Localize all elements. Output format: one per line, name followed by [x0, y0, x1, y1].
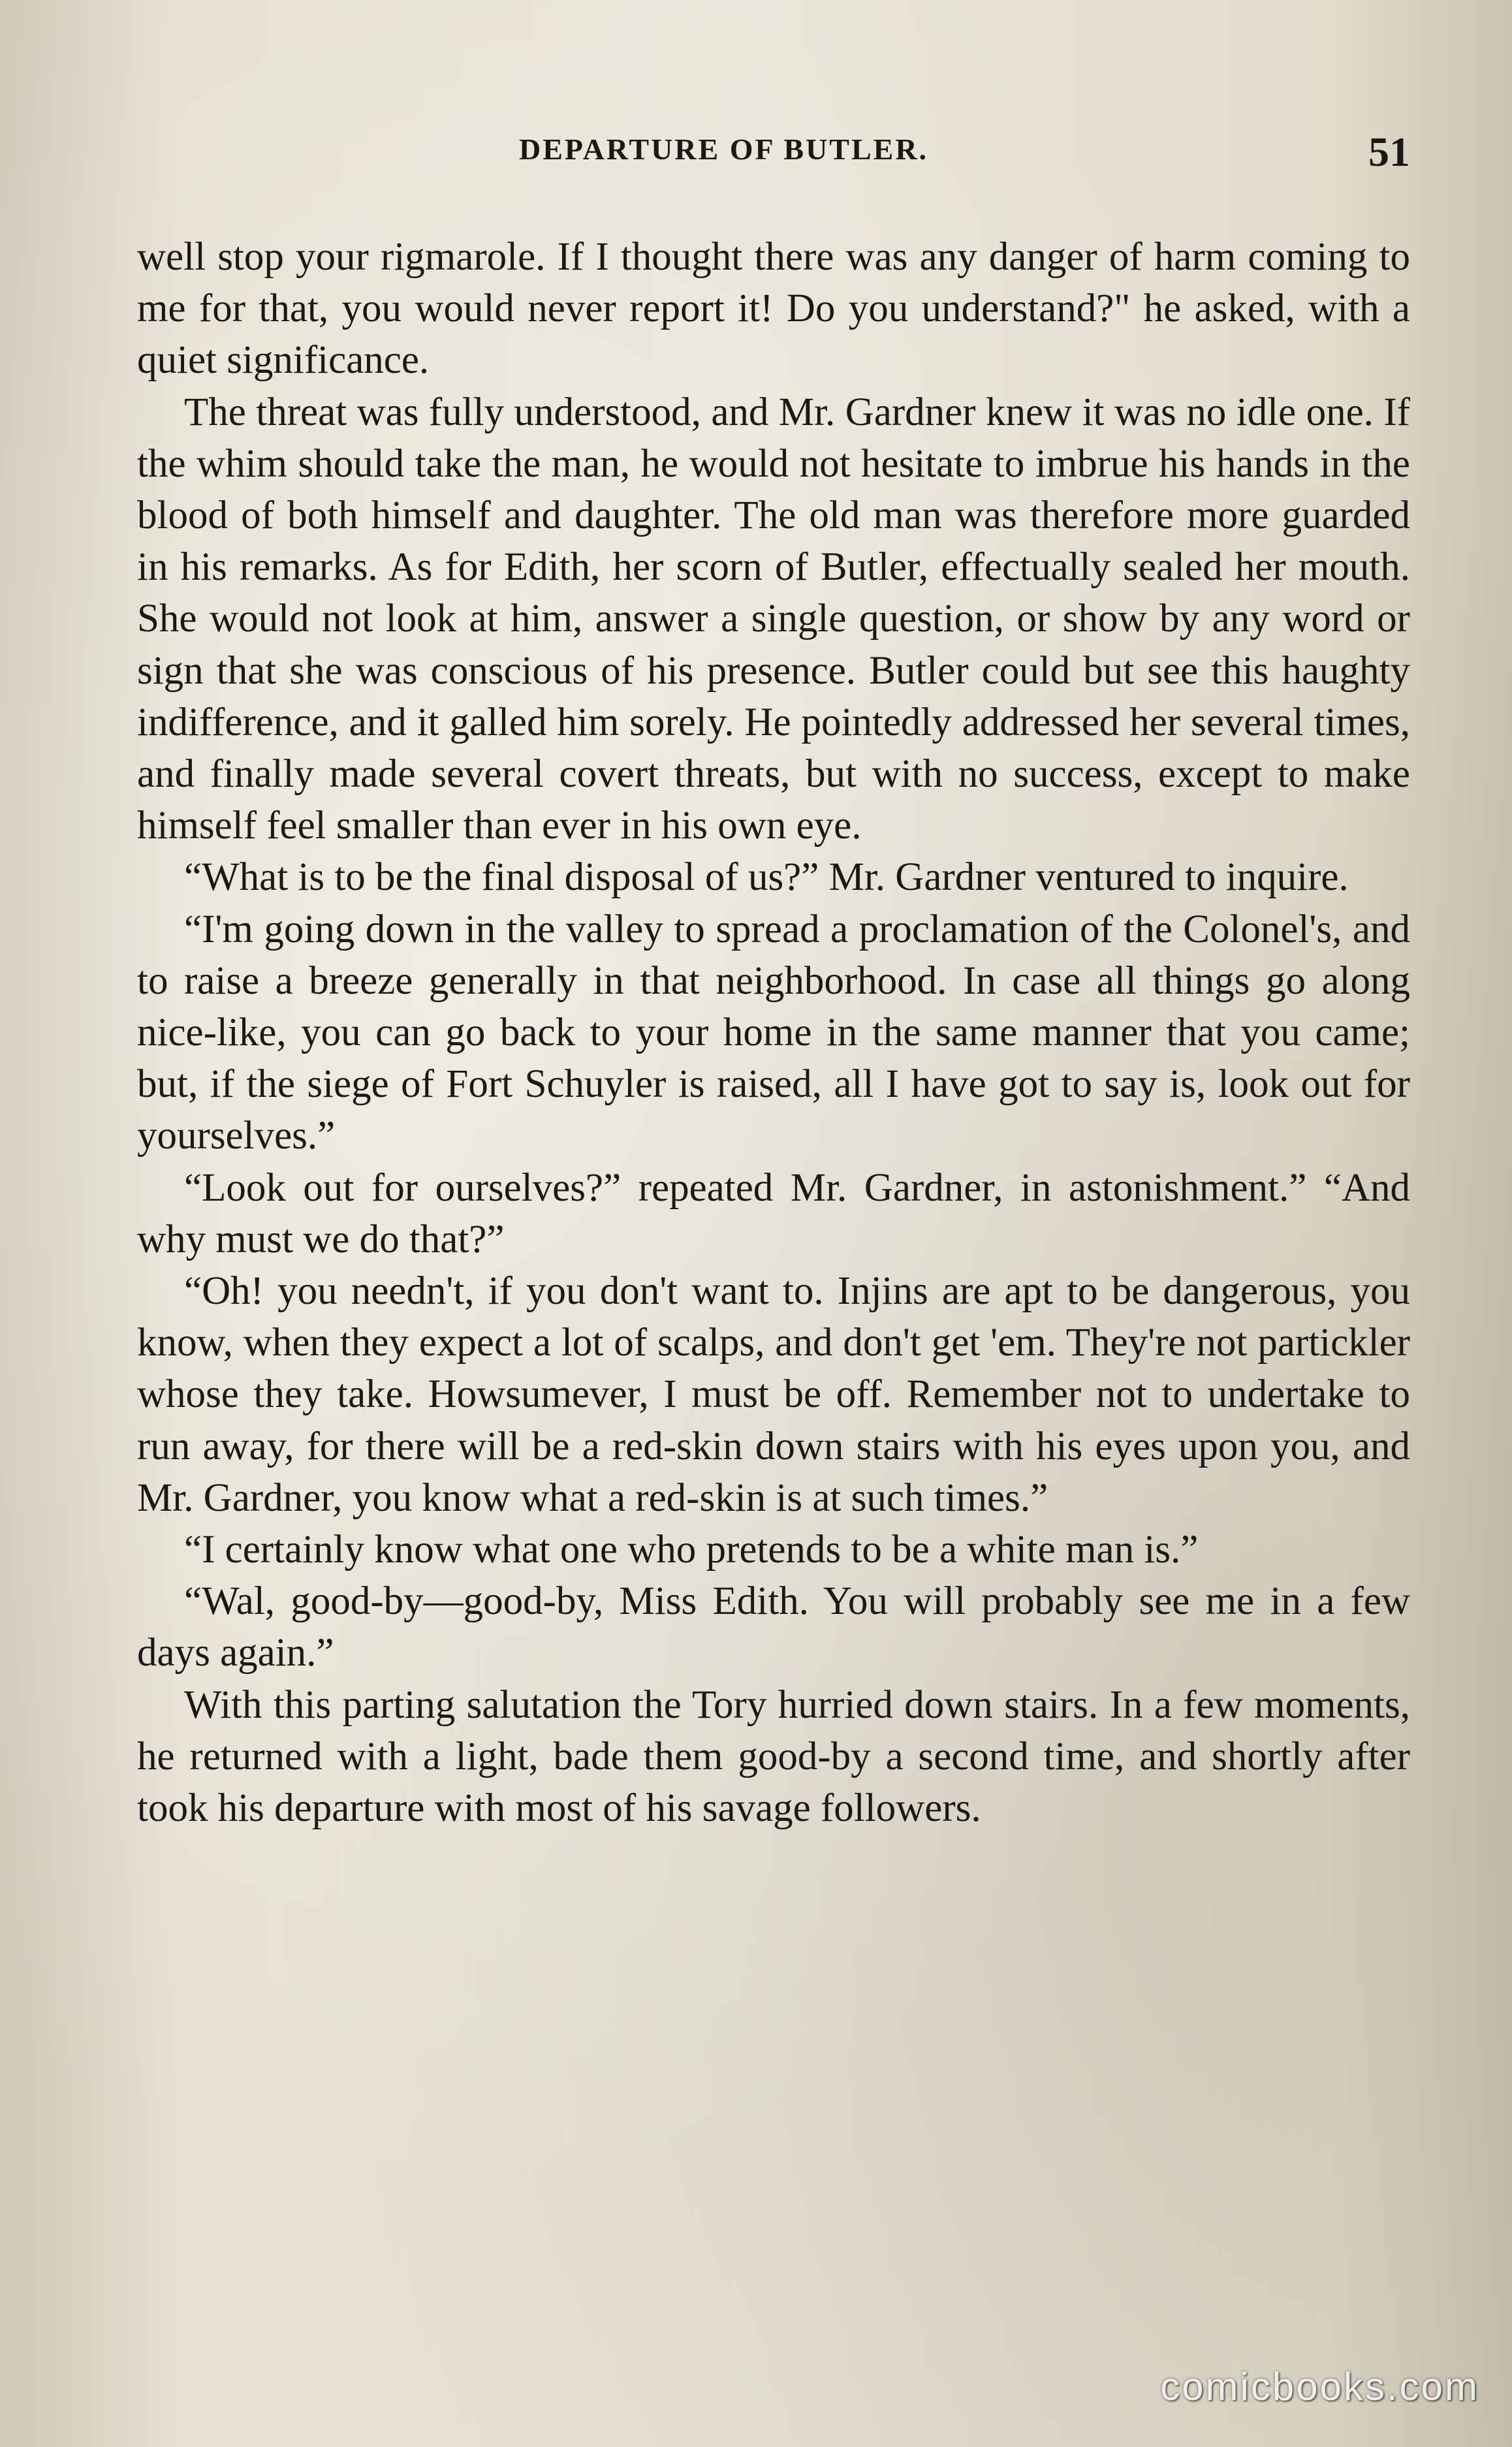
paragraph-3: “What is to be the final disposal of us?” Mr. Gardner ventured to inquire.	[184, 855, 1349, 900]
paragraph-7: “I certainly know what one who pretends to be a white man is.”	[184, 1528, 1199, 1572]
site-watermark: comicbooks.com	[1160, 2365, 1479, 2408]
running-head: DEPARTURE OF BUTLER.	[519, 133, 929, 166]
body-text	[137, 231, 1410, 1834]
paragraph-2: The threat was fully understood, and Mr. Gardner knew it was no idle one. If the whim should take the man, he would not hesitate to imbrue his hands in the blood of both himself and daughter. The old man was therefore more guarded in his remarks. As for Edith, her scorn of Butler, effectually sealed her mouth. She would not look at him, answer a single question, or show by any word or sign that she was conscious of his presence. Butler could but see this haughty indifference, and it galled him sorely. He pointedly addressed her several times, and finally made several covert threats, but with no success, except to make himself feel smaller than ever in his own eye.	[137, 390, 1410, 848]
paragraph-5: “Look out for ourselves?” repeated Mr. Gardner, in astonishment.” “And why must we do that?”	[137, 1165, 1410, 1261]
paragraph-6: “Oh! you needn't, if you don't want to. Injins are apt to be dangerous, you know, when they expect a lot of scalps, and don't get 'em. They're not partickler whose they take. Howsumever, I must be off. Remember not to undertake to run away, for there will be a red-skin down stairs with his eyes upon you, and Mr. Gardner, you know what a red-skin is at such times.”	[137, 1269, 1410, 1520]
page-header	[137, 128, 1410, 180]
paragraph-8: “Wal, good-by—good-by, Miss Edith. You will probably see me in a few days again.”	[137, 1579, 1410, 1675]
paragraph-9: With this parting salutation the Tory hurried down stairs. In a few moments, he returned with a light, bade them good-by a second time, and shortly after took his departure with most of his savage followers.	[137, 1682, 1410, 1831]
page-number: 51	[1368, 129, 1410, 175]
paragraph-1: well stop your rigmarole. If I thought there was any danger of harm coming to me for that, you would never report it! Do you understand?" he asked, with a quiet significance.	[137, 235, 1410, 383]
paragraph-4: “I'm going down in the valley to spread a proclamation of the Colonel's, and to raise a breeze generally in that neighborhood. In case all things go along nice-like, you can go back to your home in the same manner that you came; but, if the siege of Fort Schuyler is raised, all I have got to say is, look out for yourselves.”	[137, 907, 1410, 1158]
